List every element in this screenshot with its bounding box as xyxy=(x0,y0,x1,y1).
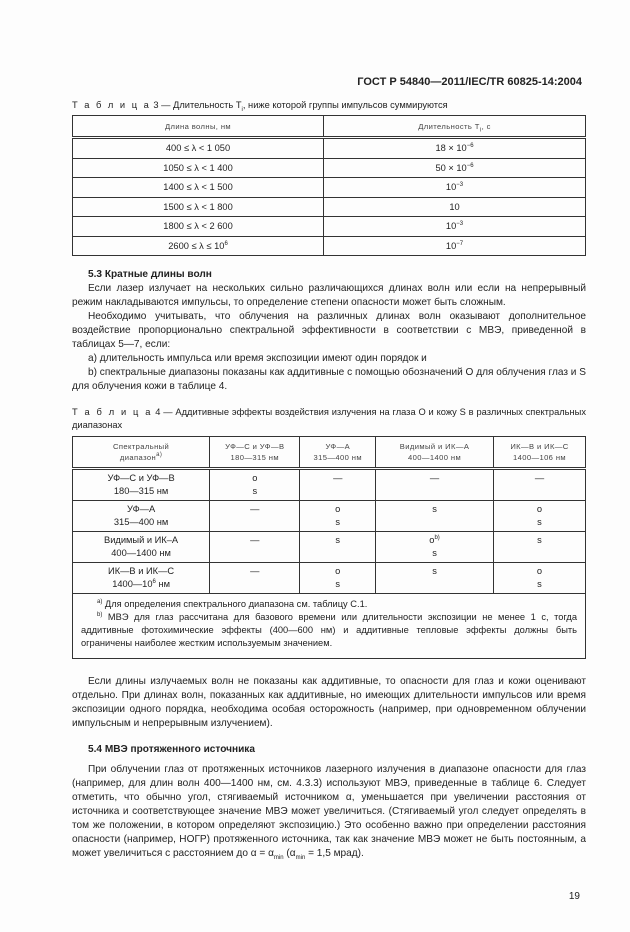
header-line: УФ—С и УФ—В xyxy=(225,442,285,451)
table-row xyxy=(73,178,586,198)
wavelength-cell xyxy=(73,217,324,237)
row-label: Видимый и ИК–А xyxy=(104,535,179,545)
effect: — xyxy=(250,504,260,514)
effect: — xyxy=(333,473,343,483)
wavelength-cell xyxy=(73,236,324,256)
col-header xyxy=(300,437,376,469)
paragraph: а) длительность импульса или время экспозиции имеют один порядок и xyxy=(88,353,427,364)
effect: o xyxy=(429,535,435,545)
effect: o xyxy=(335,566,341,576)
effect-cell xyxy=(210,563,300,594)
row-label: УФ—А xyxy=(126,504,156,514)
table4-footnotes xyxy=(73,594,586,659)
effect-cell xyxy=(300,563,376,594)
base: 10 xyxy=(445,221,457,232)
base: 18 × 10 xyxy=(435,143,467,154)
effect-cell xyxy=(300,532,376,563)
effect-cell xyxy=(210,469,300,501)
caption-text: 3 — Длительность T xyxy=(153,100,242,110)
col-header xyxy=(494,437,586,469)
col2-text: Длительность T xyxy=(418,121,480,131)
table3 xyxy=(72,115,586,256)
paragraph: Если лазер излучает на нескольких сильно различающихся длинах волн или если на непрерывный режим накладываются импульсы, то определение степени опасности может быть сложным. xyxy=(72,283,586,308)
section-5-4-body xyxy=(72,763,586,861)
duration-cell xyxy=(324,236,586,256)
effect: — xyxy=(534,473,545,483)
exp: −3 xyxy=(456,182,464,189)
caption-sub: i xyxy=(241,106,243,113)
header-line: Спектральный xyxy=(112,442,170,451)
after-table-text xyxy=(72,675,586,731)
wavelength-cell xyxy=(73,138,324,159)
effect: o xyxy=(536,566,543,576)
row-header xyxy=(73,501,210,532)
footnote-mark: а) xyxy=(97,599,103,605)
table3-caption xyxy=(72,99,586,112)
exp: 6 xyxy=(224,240,228,247)
base: 10 xyxy=(445,240,457,251)
effect-cell xyxy=(376,501,494,532)
footnote-text: Для определения спектрального диапазона см. таблицу С.1. xyxy=(102,599,368,609)
exp: −7 xyxy=(456,240,464,247)
text: При облучении глаз от протяженных источников лазерного излучения в диапазоне опасности для глаз (например, для длин волн 400—1400 нм, см. 4.3.3) используют МВЭ, приведенные в таблице 6. Следует отметить, что обычно угол, стягиваемый источником α, уменьшается при увеличении расстояния от источника и соответствующее значение МВЭ может увеличиться. (Стягиваемый угол следует определять в том же положении, в котором определяют экспозицию.) Это особенно важно при определении расстояния опасности (например, НОГР) протяженного источника, так как значение МВЭ может не быть постоянным, а может увеличиться с расстоянием до α = α xyxy=(72,764,586,859)
effect: s xyxy=(335,535,341,545)
duration-cell xyxy=(324,197,586,217)
paragraph: Необходимо учитывать, что облучения на различных длинах волн оказывают дополнительное воздействие пропорционально спектральной эффективности в соответствии с МВЭ, приведенной в таблицах 5—7, если: xyxy=(72,311,586,350)
effect: — xyxy=(429,473,440,483)
wavelength-cell xyxy=(73,158,324,178)
header-line: ИК—В и ИК—С xyxy=(510,442,569,451)
exp: 6 xyxy=(152,579,156,585)
row-label: 1400—10 xyxy=(112,579,153,589)
wavelength-cell xyxy=(73,178,324,198)
row-header xyxy=(73,532,210,563)
exp: −3 xyxy=(456,221,464,228)
effect: — xyxy=(250,566,260,576)
row-label: 315—400 нм xyxy=(113,517,169,527)
range: 1400 ≤ λ < 1 500 xyxy=(163,182,233,193)
effect-cell xyxy=(376,532,494,563)
table-row xyxy=(73,469,586,501)
text: (α xyxy=(283,848,296,859)
table-row xyxy=(73,563,586,594)
document-header: ГОСТ Р 54840—2011/IEC/TR 60825-14:2004 xyxy=(357,76,582,88)
table-row xyxy=(73,532,586,563)
effect: s xyxy=(252,486,258,496)
table-row xyxy=(73,501,586,532)
table-label: Т а б л и ц а xyxy=(72,407,153,417)
header-line: 180—315 нм xyxy=(230,453,279,462)
header-line: Видимый и ИК—А xyxy=(399,442,470,451)
footnote-a xyxy=(81,598,577,611)
row-label: 400—1400 нм xyxy=(111,548,171,558)
base: 50 × 10 xyxy=(435,162,467,173)
paragraph: b) спектральные диапазоны показаны как аддитивные с помощью обозначений O для облучения глаз и S для облучения кожи в таблице 4. xyxy=(72,367,586,392)
exp: −6 xyxy=(466,162,474,169)
col-header-duration xyxy=(324,116,586,138)
section-5-3-heading: 5.3 Кратные длины волн xyxy=(88,269,212,280)
effect: s xyxy=(335,579,341,589)
sub: min xyxy=(295,855,306,862)
effect-cell xyxy=(300,469,376,501)
effect: s xyxy=(432,548,437,558)
duration-cell xyxy=(324,138,586,159)
text: = 1,5 мрад). xyxy=(305,848,364,859)
paragraph xyxy=(72,763,586,861)
footnote-text: МВЭ для глаз рассчитана для базового времени или длительности экспозиции не менее 1 с, тогда аддитивные фотохимические эффекты (400—600 нм) и аддитивные тепловые эффекты должны быть ограничены наиболее жестким используемым значением. xyxy=(81,612,577,648)
header-line: диапазон xyxy=(119,453,157,462)
duration-cell xyxy=(324,178,586,198)
effect: s xyxy=(537,535,542,545)
exp: −6 xyxy=(466,143,474,150)
effect: s xyxy=(335,517,341,527)
unit: нм xyxy=(155,579,170,589)
effect-cell xyxy=(376,469,494,501)
effect-cell xyxy=(300,501,376,532)
effect: s xyxy=(432,504,437,514)
table-row xyxy=(73,197,586,217)
col-header xyxy=(210,437,300,469)
effect-cell xyxy=(376,563,494,594)
header-line: 1400—106 нм xyxy=(512,453,567,462)
sup: b) xyxy=(434,535,440,541)
range: 400 ≤ λ < 1 050 xyxy=(165,143,231,154)
effect: s xyxy=(537,517,542,527)
footnote-b xyxy=(81,611,577,650)
row-label: ИК—В и ИК—С xyxy=(108,566,175,576)
effect: o xyxy=(536,504,543,514)
sup: а) xyxy=(156,452,163,458)
header-line: УФ—А xyxy=(325,442,351,451)
effect-cell xyxy=(494,469,586,501)
row-label: УФ—С и УФ—В xyxy=(107,473,175,483)
effect: — xyxy=(250,535,260,545)
wavelength-cell xyxy=(73,197,324,217)
effect-cell xyxy=(494,501,586,532)
page-number: 19 xyxy=(568,891,580,902)
effect: s xyxy=(537,579,542,589)
duration-cell xyxy=(324,217,586,237)
col-header xyxy=(376,437,494,469)
paragraph: Если длины излучаемых волн не показаны как аддитивные, то опасности для глаз и кожи оценивают отдельно. При длинах волн, показанных как аддитивные, но имеющих длительности импульсов или время экспозиции одного порядка, необходима особая осторожность (например, при одновременном облучении импульсным и непрерывным излучением). xyxy=(72,676,586,729)
table4 xyxy=(72,436,586,659)
range: 1800 ≤ λ < 2 600 xyxy=(163,221,233,232)
row-header xyxy=(73,563,210,594)
effect: o xyxy=(252,473,258,483)
header-line: 315—400 нм xyxy=(313,453,362,462)
col2-sub: i xyxy=(479,127,482,134)
effect-cell xyxy=(494,563,586,594)
col2-unit: , с xyxy=(481,121,491,131)
caption-rest: , ниже которой группы импульсов суммируются xyxy=(242,100,448,110)
table-row xyxy=(73,217,586,237)
base: 10 xyxy=(445,182,457,193)
duration-cell xyxy=(324,158,586,178)
table-label: Т а б л и ц а xyxy=(72,100,151,110)
effect: s xyxy=(432,566,437,576)
table-row xyxy=(73,158,586,178)
range: 2600 ≤ λ ≤ 10 xyxy=(168,240,225,251)
table-row xyxy=(73,138,586,159)
table-row xyxy=(73,236,586,256)
effect-cell xyxy=(210,501,300,532)
section-5-4-heading: 5.4 МВЭ протяженного источника xyxy=(88,744,255,755)
table4-caption xyxy=(72,406,586,432)
range: 1500 ≤ λ < 1 800 xyxy=(163,201,233,212)
header-line: 400—1400 нм xyxy=(408,453,462,462)
row-label: 180—315 нм xyxy=(113,486,169,496)
row-header xyxy=(73,469,210,501)
effect: o xyxy=(335,504,341,514)
sub: min xyxy=(273,855,284,862)
effect-cell xyxy=(494,532,586,563)
col-header-wavelength: Длина волны, нм xyxy=(73,116,324,138)
base: 10 xyxy=(449,201,460,212)
col-header xyxy=(73,437,210,469)
section-5-3-body xyxy=(72,282,586,394)
caption-text: 4 — Аддитивные эффекты воздействия излучения на глаза O и кожу S в различных спектральных диапазонах xyxy=(72,407,586,430)
footnote-mark: b) xyxy=(97,612,103,618)
range: 1050 ≤ λ < 1 400 xyxy=(163,162,233,173)
effect-cell xyxy=(210,532,300,563)
